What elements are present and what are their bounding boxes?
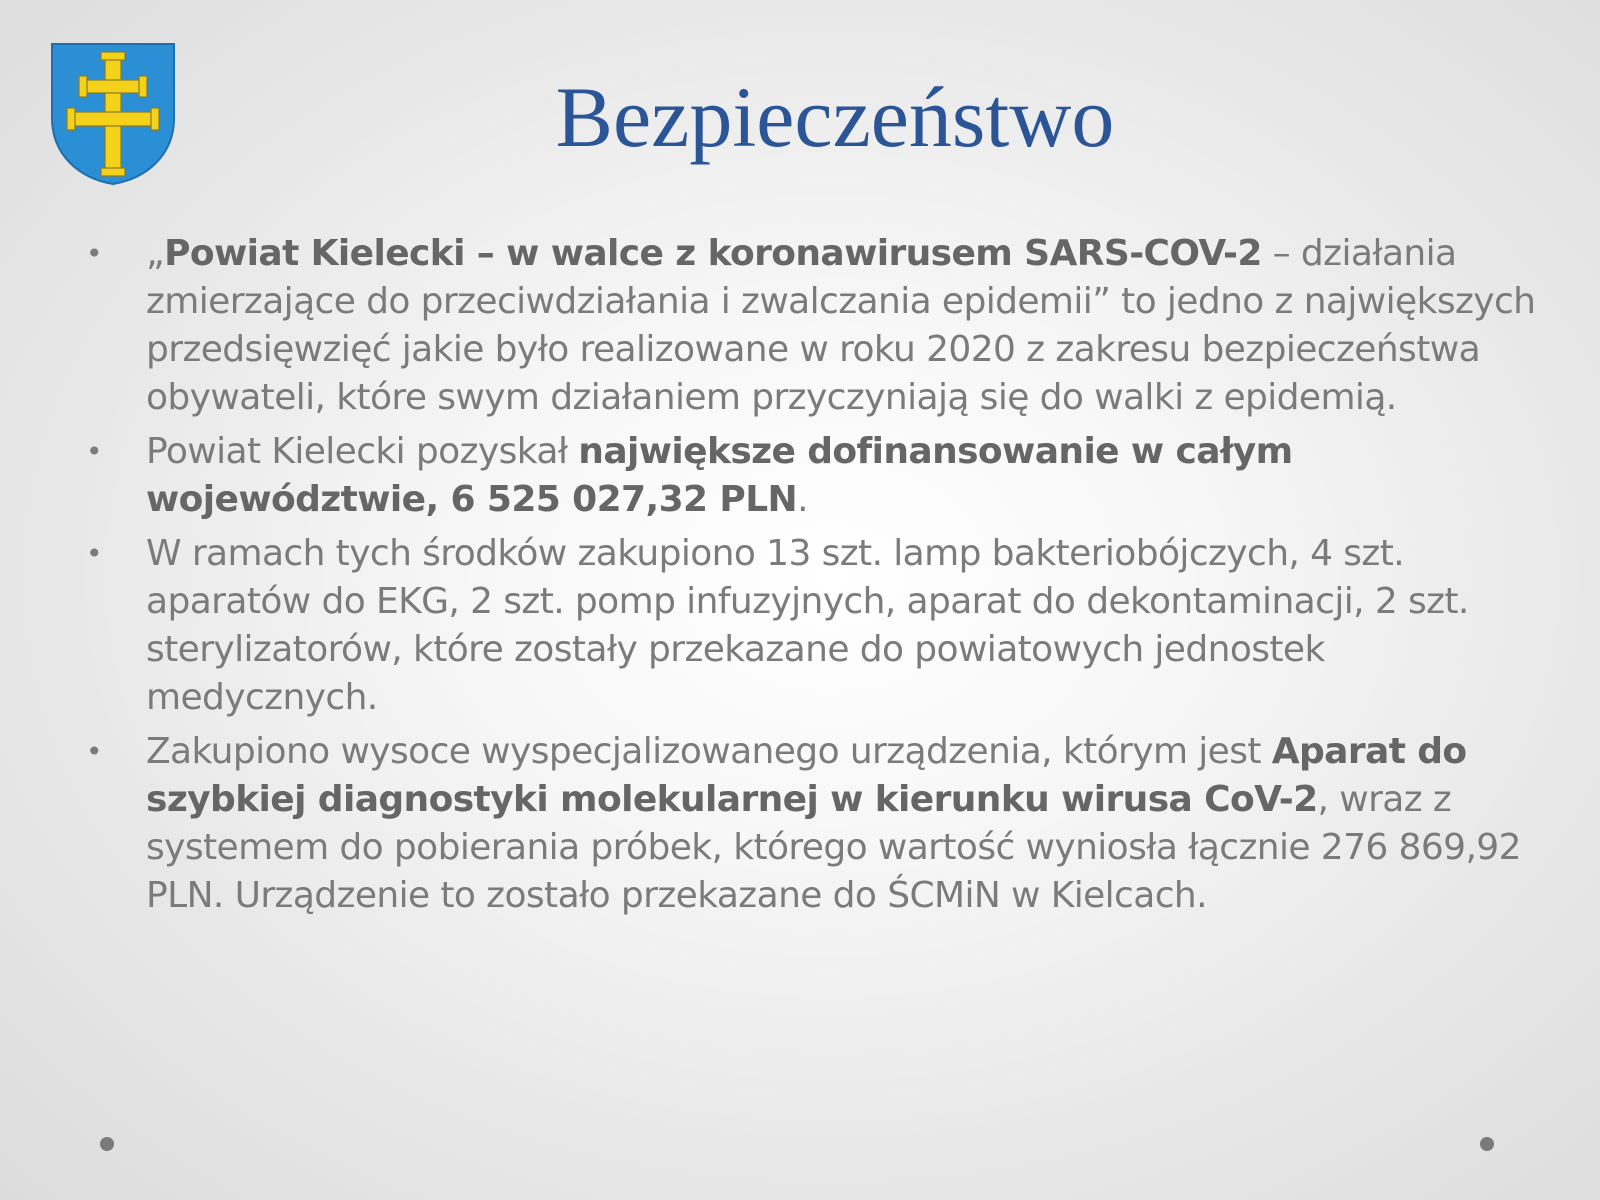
bullet-text: Zakupiono wysoce wyspecjalizowanego urządzenia, którym jest Aparat do szybkiej diagnostyki molekularnej w kierunku wirusa CoV-2, wraz z systemem do pobierania próbek, którego wartość wyniosła łącznie 276 869,92 PLN. Urządzenie to zostało przekazane do ŚCMiN w Kielcach.: [146, 731, 1521, 916]
bullet-item: [82, 728, 1557, 920]
bullet-item: [82, 428, 1557, 524]
bullet-item: [82, 230, 1557, 422]
bullet-text: Powiat Kielecki pozyskał największe dofinansowanie w całym województwie, 6 525 027,32 PLN.: [146, 431, 1293, 520]
bullet-symbol: •: [86, 237, 103, 270]
bullet-text: W ramach tych środków zakupiono 13 szt. lamp bakteriobójczych, 4 szt. aparatów do EKG, 2 szt. pomp infuzyjnych, aparat do dekontaminacji, 2 szt. sterylizatorów, które zostały przekazane do powiatowych jednostek medycznych.: [146, 533, 1469, 718]
bullet-text: „Powiat Kielecki – w walce z koronawirusem SARS-COV-2 – działania zmierzające do przeciwdziałania i zwalczania epidemii” to jedno z największych przedsięwzięć jakie było realizowane w roku 2020 z zakresu bezpieczeństwa obywateli, które swym działaniem przyczyniają się do walki z epidemią.: [146, 233, 1536, 418]
slide-title: Bezpieczeństwo: [555, 69, 1115, 165]
bullet-symbol: •: [86, 537, 103, 570]
bullet-list: [82, 230, 1557, 926]
decorative-dot-left: [100, 1137, 114, 1151]
coat-of-arms-icon: [50, 42, 176, 186]
bullet-symbol: •: [86, 435, 103, 468]
bullet-symbol: •: [86, 735, 103, 768]
decorative-dot-right: [1480, 1137, 1494, 1151]
bullet-item: [82, 530, 1557, 722]
